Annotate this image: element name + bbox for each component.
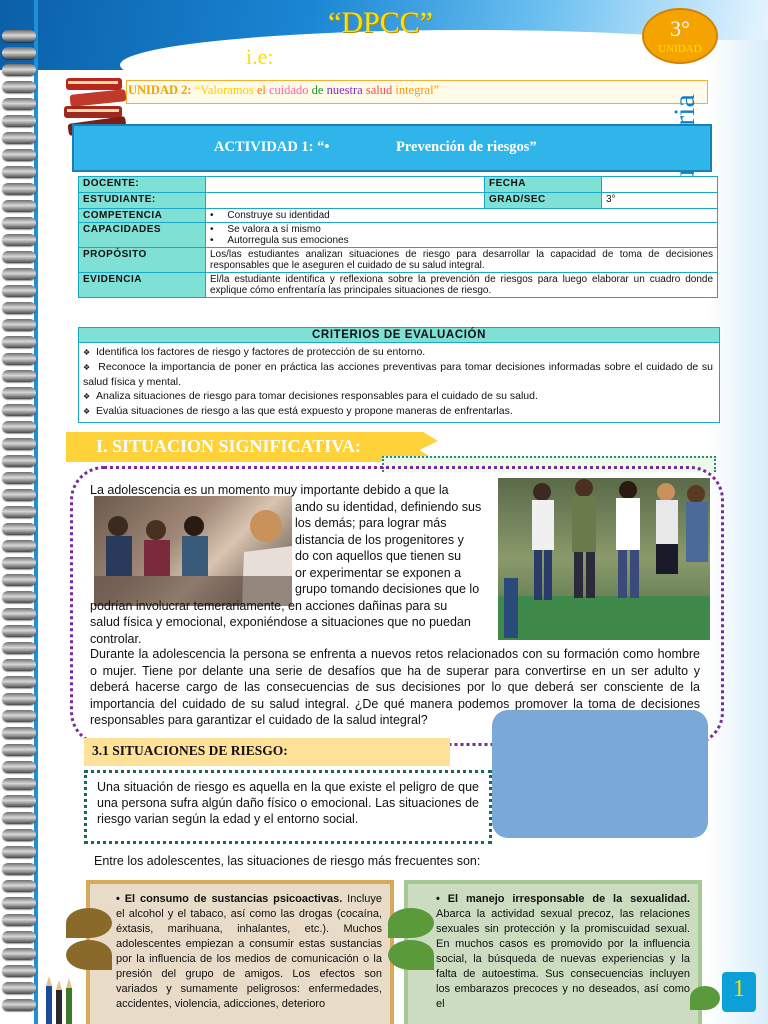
spiral-ring [2,81,36,93]
spiral-ring [2,472,36,484]
spiral-ring [2,285,36,297]
evidencia-label: EVIDENCIA [79,273,206,298]
spiral-ring [2,30,36,42]
spiral-ring [2,183,36,195]
speech-bubble-icon [66,940,112,970]
speech-bubble-icon [388,908,434,938]
criteria-header: CRITERIOS DE EVALUACIÓN [79,328,719,343]
grad-field[interactable]: 3° [602,193,718,209]
grad-label: GRAD/SEC [485,193,602,209]
spiral-ring [2,897,36,909]
risk-definition-box [84,770,492,844]
page-number: 1 [733,976,745,1002]
spiral-ring [2,999,36,1011]
competencia-label: COMPETENCIA [79,209,206,223]
spiral-ring [2,268,36,280]
spiral-ring [2,234,36,246]
spiral-ring [2,421,36,433]
spiral-ring [2,557,36,569]
spiral-ring [2,64,36,76]
card1-title: • El consumo de sustancias psicoactivas. [116,893,343,905]
proposito-value: Los/las estudiantes analizan situaciones de riesgo para desarrollar la capacidad de toma de decisiones responsables que le aseguren el cuidado de su salud integral. [206,248,718,273]
info-table [78,176,718,298]
competencia-text: Construye su identidad [227,210,330,221]
situation-p1 [90,482,488,647]
speech-bubble-icon [690,986,720,1010]
spiral-ring [2,778,36,790]
spiral-ring [2,302,36,314]
unit-word: integral” [395,83,440,97]
school-title: “DPCC” [328,6,433,39]
card2-text [408,884,698,1012]
spiral-ring [2,506,36,518]
situation-line: or experimentar se exponen a [295,565,462,580]
fecha-field[interactable] [602,177,718,193]
pencils-icon [40,976,80,1024]
spiral-ring [2,659,36,671]
card2-body: Abarca la actividad sexual precoz, las relaciones sexuales sin protección y la promiscuidad sexual. En muchos casos es promovido por la influencia social, la búsqueda de nuevas experiencias y la falta de autoestima. Sus consecuencias incluyen los embarazos precoces y no deseados, así como el [436,908,690,1010]
spiral-ring [2,829,36,841]
unit-word: cuidado [268,83,309,97]
card1-text [90,884,390,1012]
page-number-box [722,972,756,1012]
spiral-ring [2,693,36,705]
spiral-ring [2,795,36,807]
risk-card-sexuality [404,880,702,1024]
spiral-ring [2,132,36,144]
capacidad-item: Se valora a sí mismo [227,224,321,235]
ie-label: i.e: [246,44,274,69]
spiral-ring [2,744,36,756]
capacidades-value: • Se valora a sí mismo • Autorregula sus emociones [206,223,718,248]
situation-line: do con aquellos que tienen su [295,549,462,563]
criteria-item-text: Analiza situaciones de riesgo para tomar decisiones responsables para el cuidado de su salud. [96,390,538,402]
spiral-ring [2,200,36,212]
spiral-ring [2,982,36,994]
spiral-ring [2,642,36,654]
risk-card-substances [86,880,394,1024]
spiral-ring [2,710,36,722]
criteria-item-text: Identifica los factores de riesgo y factores de protección de su entorno. [96,346,426,358]
unit-word: de [311,83,324,97]
spiral-ring [2,149,36,161]
spiral-ring [2,251,36,263]
risk-heading: 3.1 SITUACIONES DE RIESGO: [92,743,288,758]
unit-word: nuestra [326,83,363,97]
spiral-ring [2,404,36,416]
spiral-ring [2,336,36,348]
unit-word: el [256,83,266,97]
unit-prefix: UNIDAD 2: [128,83,192,97]
spiral-ring [2,540,36,552]
evidencia-value: El/la estudiante identifica y reflexiona sobre la prevención de riesgos para luego elaborar un cuadro donde explique cómo enfrentaría las principales situaciones de riesgo. [206,273,718,298]
spiral-ring [2,608,36,620]
criteria-box [78,327,720,423]
card2-title: • El manejo irresponsable de la sexualidad. [436,893,690,905]
spiral-ring [2,625,36,637]
spiral-ring [2,880,36,892]
spiral-ring [2,846,36,858]
criteria-item-text: Reconoce la importancia de poner en práctica las acciones preventivas para tomar decisiones informadas sobre el cuidado de su salud física y mental. [83,361,714,388]
fecha-label: FECHA [485,177,602,193]
spiral-ring [2,489,36,501]
situation-line: podrían involucrar temerariamente, en acciones dañinas para su [90,598,448,613]
spiral-ring [2,931,36,943]
spiral-ring [2,591,36,603]
card1-body: Incluye el alcohol y el tabaco, así como las drogas (cocaína, éxtasis, marihuana, inhalantes, etc.). Muchos adolescentes empiezan a consumir estas sustancias por la influencia de los medios de comunicación o la presión del grupo de amigos. Los efectos son variados y sumamente peligrosos: enfermedades, accidentes, violencia, adicciones, deterioro [116,893,382,1010]
estudiante-field[interactable] [206,193,485,209]
spiral-ring [2,914,36,926]
spiral-ring [2,319,36,331]
criteria-list [79,343,719,422]
speech-bubble-icon [66,908,112,938]
spiral-ring [2,438,36,450]
capacidad-item: Autorregula sus emociones [227,235,349,246]
competencia-value: • Construye su identidad [206,209,718,223]
unit-badge-text: UNIDAD [658,43,702,55]
estudiante-label: ESTUDIANTE: [79,193,206,209]
unit-word: “Valoramos [194,83,254,97]
criteria-item: ❖ Analiza situaciones de riesgo para tomar decisiones responsables para el cuidado de su salud. [83,390,538,402]
spiral-ring [2,370,36,382]
situation-heading: I. SITUACION SIGNIFICATIVA: [96,436,361,456]
situation-line: salud física y emocional, exponiéndose a situaciones que no puedan [90,615,471,629]
criteria-item-text: Evalúa situaciones de riesgo a las que está expuesto y propone maneras de enfrentarlas. [96,405,513,417]
spiral-ring [2,353,36,365]
criteria-item: ❖ Reconoce la importancia de poner en práctica las acciones preventivas para tomar decisiones informadas sobre el cuidado de su salud física y mental. [83,361,714,388]
risk-intro: Entre los adolescentes, las situaciones de riesgo más frecuentes son: [94,854,481,868]
spiral-ring [2,115,36,127]
unit-word: salud [365,83,393,97]
speech-bubble-icon [388,940,434,970]
situation-line: grupo tomando decisiones que lo [295,582,480,596]
spiral-ring [2,387,36,399]
spiral-ring [2,523,36,535]
spiral-ring [2,812,36,824]
spiral-ring [2,948,36,960]
situation-line: distancia de los progenitores y [295,532,464,547]
grade-badge [642,8,718,64]
risk-definition: Una situación de riesgo es aquella en la que existe el peligro de que una persona sufra algún daño físico o emocional. Las situaciones de riesgo varian según la edad y el entorno social. [97,780,479,826]
situation-line: controlar. [90,631,142,646]
grade-badge-text: 3° [670,16,690,41]
activity-label: ACTIVIDAD 1: “• [214,139,330,155]
situation-line: ando su identidad, definiendo sus [295,499,482,514]
capacidades-label: CAPACIDADES [79,223,206,248]
spiral-binding [0,30,36,1020]
docente-label: DOCENTE: [79,177,206,193]
spiral-ring [2,676,36,688]
criteria-item: ❖ Identifica los factores de riesgo y factores de protección de su entorno. [83,346,426,358]
unit-text [128,83,439,98]
spiral-ring [2,727,36,739]
teens-photo-right [498,478,710,640]
activity-banner [72,124,712,172]
activity-title: Prevención de riesgos” [396,139,537,155]
proposito-label: PROPÓSITO [79,248,206,273]
spiral-ring [2,574,36,586]
spiral-ring [2,455,36,467]
spiral-ring [2,166,36,178]
docente-field[interactable] [206,177,485,193]
situation-line: La adolescencia es un momento muy importante debido a que la [90,483,449,497]
criteria-item: ❖ Evalúa situaciones de riesgo a las que está expuesto y propone maneras de enfrentarlas. [83,405,513,417]
spiral-ring [2,98,36,110]
situation-p2: Durante la adolescencia la persona se enfrenta a nuevos retos relacionados con su formación como hombre o mujer. Tiene por delante una serie de desafíos que ha de superar para convertirse en un ser adulto y deberá hacerse cargo de las consecuencias de sus decisiones por lo que deberá ser consciente de la importancia del cuidado de su salud integral. ¿De qué manera podemos promover la toma de decisiones responsables para garantizar el cuidado de la salud integral? [90,647,700,727]
situation-line: los demás; para lograr más [295,516,447,530]
spiral-ring [2,217,36,229]
spiral-ring [2,863,36,875]
spiral-ring [2,761,36,773]
spiral-ring [2,47,36,59]
spiral-ring [2,965,36,977]
blue-note-box [492,710,708,838]
